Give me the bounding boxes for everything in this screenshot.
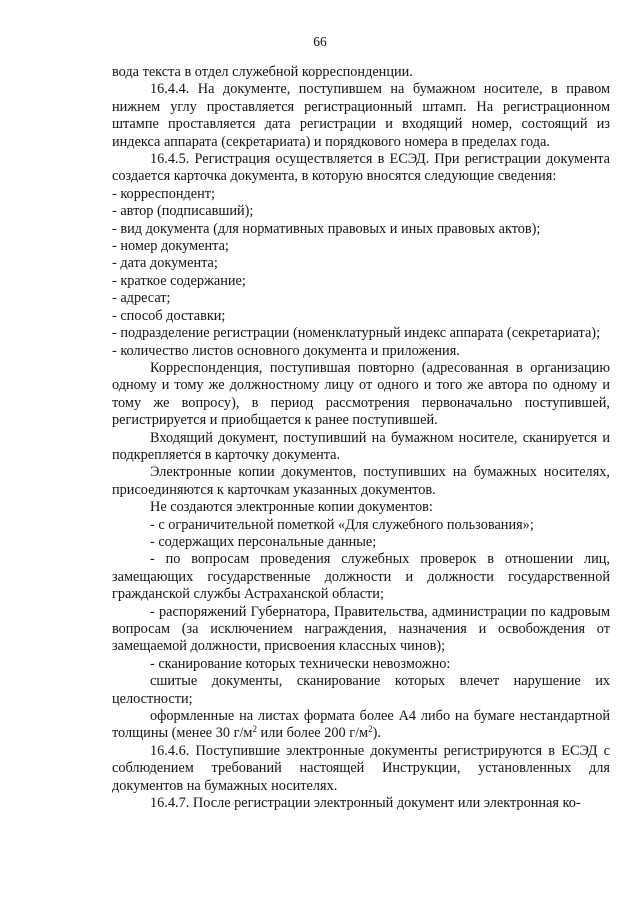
list-item: - номер документа; xyxy=(112,238,229,255)
list-item: - содержащих персональные данные; xyxy=(150,533,377,550)
list-item: - способ доставки; xyxy=(112,307,226,324)
format-text-c: ). xyxy=(372,725,381,742)
list-item: - количество листов основного документа и приложения. xyxy=(112,342,460,359)
list-item: - распоряжений Губернатора, Правительства, администрации по кадровым вопросам (за исключением награждения, назначения и освобождения от замещаемой должности, присвоения классных чинов); xyxy=(112,603,610,655)
list-item: - краткое содержание; xyxy=(112,272,246,289)
list-item: - подразделение регистрации (номенклатурный индекс аппарата (секретариата); xyxy=(112,325,601,342)
paragraph-16-4-6: 16.4.6. Поступившие электронные документы регистрируются в ЕСЭД с соблюдением требований настоящей Инструкции, установленных для документов на бумажных носителях. xyxy=(112,742,610,794)
document-body xyxy=(112,64,610,812)
list-item: - дата документа; xyxy=(112,255,218,272)
paragraph-scan: Входящий документ, поступивший на бумажном носителе, сканируется и подкрепляется в карточку документа. xyxy=(112,429,610,463)
paragraph-16-4-7: 16.4.7. После регистрации электронный документ или электронная ко- xyxy=(150,795,581,812)
format-text-b: или более 200 г/м xyxy=(256,725,369,742)
paragraph-16-4-5: 16.4.5. Регистрация осуществляется в ЕСЭД. При регистрации документа создается карточка документа, в которую вносятся следующие сведения: xyxy=(112,151,610,185)
paragraph-nonstandard-format xyxy=(112,708,610,743)
paragraph-16-4-4: 16.4.4. На документе, поступившем на бумажном носителе, в правом нижнем углу проставляется регистрационный штамп. На регистрационном штампе проставляется дата регистрации и входящий номер, состоящий из индекса аппарата (секретариата) и порядкового номера в пределах года. xyxy=(112,81,610,150)
format-text-a: оформленные на листах формата более А4 либо на бумаге нестандартной толщины (менее 30 г/м xyxy=(112,708,610,742)
list-item: - корреспондент; xyxy=(112,185,215,202)
list-item: - с ограничительной пометкой «Для служебного пользования»; xyxy=(150,516,534,533)
list-item: - вид документа (для нормативных правовых и иных правовых актов); xyxy=(112,220,541,237)
list-item: - автор (подписавший); xyxy=(112,203,254,220)
superscript: 2 xyxy=(368,724,373,735)
paragraph-sewn-documents: сшитые документы, сканирование которых влечет нарушение их целостности; xyxy=(112,673,610,707)
list-item: - по вопросам проведения служебных проверок в отношении лиц, замещающих государственные должности и должности государственной гражданской службы Астраханской области; xyxy=(112,551,610,603)
paragraph-continuation: вода текста в отдел служебной корреспонденции. xyxy=(112,64,413,80)
paragraph-repeat-correspondence: Корреспонденция, поступившая повторно (адресованная в организацию одному и тому же должностному лицу от одного и того же автора по одному и тому же вопросу), в период рассмотрения первоначально поступившей, регистрируется и приобщается к ранее поступившей. xyxy=(112,359,610,429)
list-item: - сканирование которых технически невозможно: xyxy=(150,655,451,672)
paragraph-no-copies: Не создаются электронные копии документов: xyxy=(150,499,433,516)
paragraph-electronic-copies: Электронные копии документов, поступивших на бумажных носителях, присоединяются к карточкам указанных документов. xyxy=(112,464,610,498)
list-item: - адресат; xyxy=(112,290,171,307)
page-number: 66 xyxy=(313,34,327,49)
card-fields-list xyxy=(112,186,610,360)
no-copies-list xyxy=(112,517,610,674)
superscript: 2 xyxy=(252,724,257,735)
